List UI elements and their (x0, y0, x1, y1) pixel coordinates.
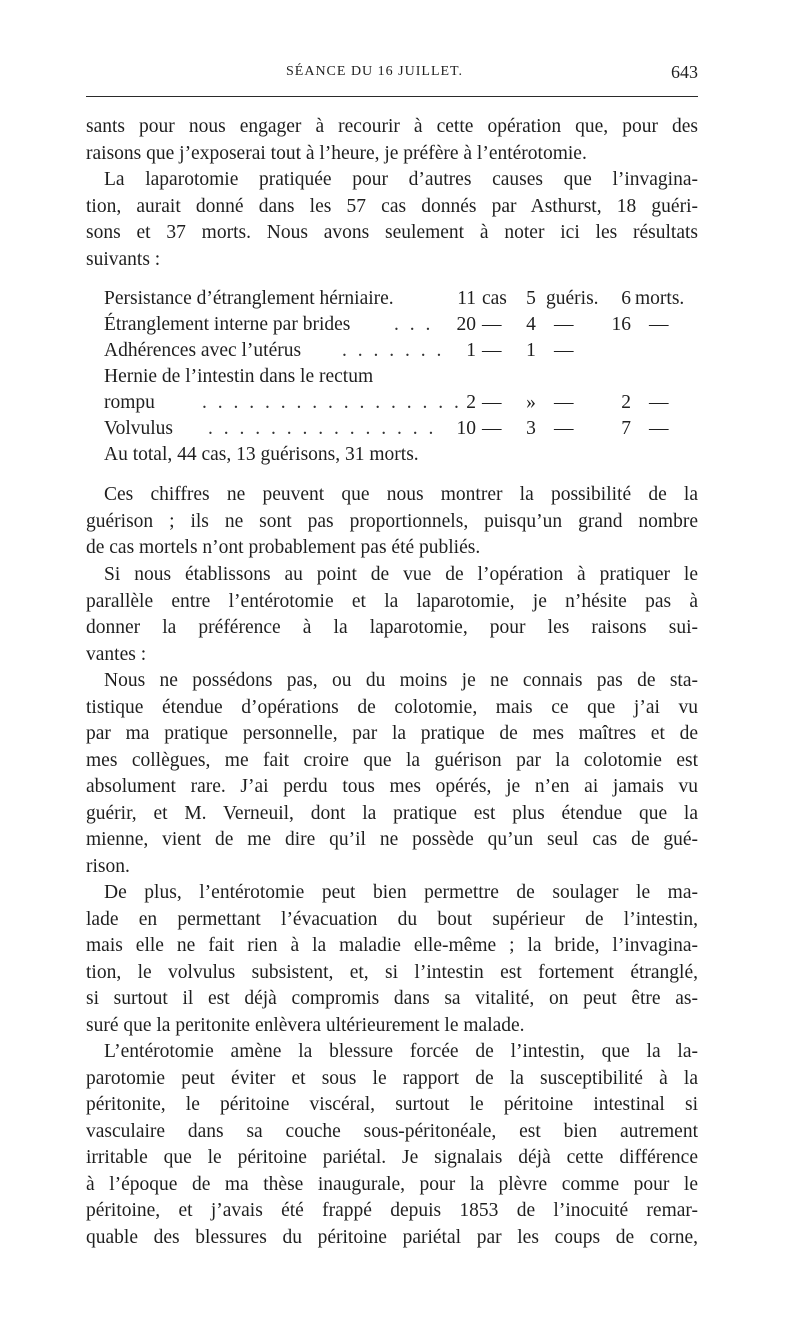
stat-dash: — (482, 418, 502, 439)
text-line: suré que la peritonite enlèvera ultérieurement le malade. (86, 1014, 525, 1036)
text-line: péritonite, le péritoine viscéral, surtout le péritoine intestinal si (86, 1094, 698, 1115)
stat-label: Adhérences avec l’utérus (104, 340, 302, 361)
text-line: Nous ne possédons pas, ou du moins je ne connais pas de sta- (104, 670, 698, 691)
stat-dash: — (649, 392, 669, 413)
text-line: tion, le volvulus subsistent, et, si l’intestin est fortement étranglé, (86, 961, 698, 983)
paragraph (86, 562, 698, 668)
text-line: raisons que j’exposerai tout à l’heure, je préfère à l’entérotomie. (86, 142, 587, 164)
text-line: De plus, l’entérotomie peut bien permettre de soulager le ma- (104, 882, 698, 903)
stat-label: Hernie de l’intestin dans le rectum (104, 366, 374, 387)
stat-dead: 16 (611, 314, 631, 335)
text-line: à l’époque de ma thèse inaugurale, pour la plèvre comme pour le (86, 1173, 698, 1195)
stat-label: Étranglement interne par brides (104, 314, 351, 335)
stat-label: rompu (104, 392, 155, 413)
stat-healed: 5 (526, 288, 536, 309)
stat-dash: — (649, 418, 669, 439)
stat-dead-word: morts. (635, 288, 685, 309)
stat-healed: 3 (526, 418, 536, 439)
stat-dash: — (482, 392, 502, 413)
text-line: suivants : (86, 248, 161, 270)
stat-leader: . . . . . . . (342, 340, 445, 361)
paragraph (86, 482, 698, 562)
stat-cas: cas (482, 288, 507, 309)
text-line: si surtout il est déjà compromis dans sa vitalité, on peut être as- (86, 988, 698, 1009)
text-line: parallèle entre l’entérotomie et la laparotomie, je n’hésite pas à (86, 590, 698, 612)
stat-dash: — (554, 392, 574, 413)
stat-dash: — (554, 418, 574, 439)
text-line: lade en permettant l’évacuation du bout supérieur de l’intestin, (86, 908, 698, 930)
stat-dash: — (482, 340, 502, 361)
text-line: guérison ; ils ne sont pas proportionnels, puisqu’un grand nombre (86, 510, 698, 532)
text-line: péritoine, et j’avais été frappé depuis 1853 de l’inocuité remar- (86, 1200, 698, 1221)
text-line: tistique étendue d’opérations de colotomie, mais ce que j’ai vu (86, 696, 698, 718)
stat-row (104, 390, 704, 416)
text-line: parotomie peut éviter et sous le rapport de la susceptibilité à la (86, 1067, 698, 1089)
stat-total-text: Au total, 44 cas, 13 guérisons, 31 morts. (104, 444, 419, 465)
stat-label: Persistance d’étranglement hérniaire. (104, 288, 394, 309)
stat-count: 2 (466, 392, 476, 413)
stat-count: 11 (457, 288, 476, 309)
text-line: La laparotomie pratiquée pour d’autres causes que l’invagina- (104, 169, 698, 190)
text-line: guérir, et M. Verneuil, dont la pratique est plus étendue que la (86, 802, 698, 824)
text-line: quable des blessures du péritoine pariétal par les coups de corne, (86, 1226, 698, 1248)
stat-healed: 4 (526, 314, 536, 335)
stat-dead: 7 (621, 418, 631, 439)
stat-leader: . . . (394, 314, 434, 335)
stat-label: Volvulus (104, 418, 173, 439)
text-line: sants pour nous engager à recourir à cette opération que, pour des (86, 116, 698, 137)
stat-count: 20 (456, 314, 476, 335)
stat-row (104, 286, 704, 312)
stat-healed: » (526, 392, 536, 413)
stat-dash: — (649, 314, 669, 335)
text-line: tion, aurait donné dans les 57 cas donnés par Asthurst, 18 guéri- (86, 195, 698, 217)
stat-total (104, 442, 704, 468)
running-header (86, 62, 698, 86)
text-line: Si nous établissons au point de vue de l’opération à pratiquer le (104, 564, 698, 585)
text-line: L’entérotomie amène la blessure forcée de l’intestin, que la la- (104, 1041, 698, 1062)
stat-count: 10 (456, 418, 476, 439)
text-line: rison. (86, 855, 130, 877)
text-line: mais elle ne fait rien à la maladie elle-même ; la bride, l’invagina- (86, 935, 698, 956)
stat-dash: — (482, 314, 502, 335)
text-line: absolument rare. J’ai perdu tous mes opérés, je n’en ai jamais vu (86, 776, 698, 797)
page-number: 643 (671, 62, 698, 82)
stat-leader: . . . . . . . . . . . . . . . (208, 418, 437, 439)
statistics-table (104, 286, 704, 468)
paragraph (86, 1039, 698, 1251)
stat-count: 1 (466, 340, 476, 361)
text-line: de cas mortels n’ont probablement pas été publiés. (86, 537, 481, 558)
paragraph (86, 668, 698, 880)
text-line: donner la préférence à la laparotomie, pour les raisons sui- (86, 617, 698, 638)
text-line: vasculaire dans sa couche sous-péritonéale, est bien autrement (86, 1120, 698, 1142)
stat-dash: — (554, 314, 574, 335)
stat-leader: . . . . . . . . . . . . . . . . . (202, 392, 462, 413)
stat-dead: 2 (621, 392, 631, 413)
stat-dead: 6 (621, 288, 631, 309)
stat-row (104, 416, 704, 442)
intro-text-block (86, 114, 698, 273)
running-title: SÉANCE DU 16 JUILLET. (286, 64, 464, 79)
text-line: irritable que le péritoine pariétal. Je signalais déjà cette différence (86, 1147, 698, 1168)
text-line: mienne, vient de me dire qu’il ne possède qu’un seul cas de gué- (86, 829, 698, 850)
paragraph (86, 880, 698, 1039)
stat-row (104, 364, 704, 390)
text-line: mes collègues, me fait croire que la guérison par la colotomie est (86, 749, 698, 771)
text-line: par ma pratique personnelle, par la pratique de mes maîtres et de (86, 723, 698, 744)
stat-dash: — (554, 340, 574, 361)
stat-healed: 1 (526, 340, 536, 361)
text-line: sons et 37 morts. Nous avons seulement à noter ici les résultats (86, 222, 698, 243)
text-line: vantes : (86, 643, 147, 665)
text-line: Ces chiffres ne peuvent que nous montrer la possibilité de la (104, 484, 698, 505)
header-rule (86, 96, 698, 97)
stat-healed-word: guéris. (546, 288, 599, 309)
stat-row (104, 312, 704, 338)
stat-row (104, 338, 704, 364)
